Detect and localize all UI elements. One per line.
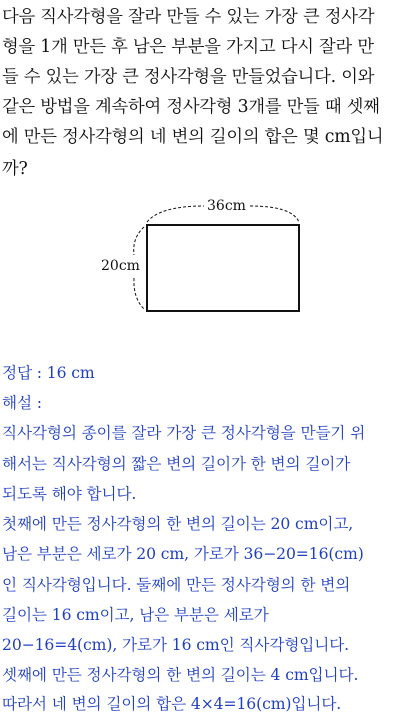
explanation-line: 남은 부분은 세로가 20 cm, 가로가 36−20=16(cm) [2, 545, 364, 563]
explanation-line: 20−16=4(cm), 가로가 16 cm인 직사각형입니다. [2, 636, 350, 654]
explanation-line: 따라서 네 변의 길이의 합은 4×4=16(cm)입니다. [2, 695, 342, 713]
height-label: 20cm [101, 258, 140, 274]
rectangle-shape [147, 225, 299, 311]
width-label: 36cm [207, 198, 246, 214]
height-brace-bottom [134, 278, 144, 309]
explanation-line: 길이는 16 cm이고, 남은 부분은 세로가 [2, 606, 269, 624]
question-line: 들 수 있는 가장 큰 정사각형을 만들었습니다. 이와 [2, 67, 375, 87]
rectangle-figure [0, 180, 400, 330]
question-line: 형을 1개 만든 후 남은 부분을 가지고 다시 잘라 만 [2, 37, 374, 57]
height-brace-top [134, 227, 144, 255]
explanation-heading: 해설 : [2, 394, 42, 412]
explanation-line: 셋째에 만든 정사각형의 한 변의 길이는 4 cm입니다. [2, 666, 359, 684]
explanation-line: 되도록 해야 합니다. [2, 485, 137, 503]
rectangle-diagram [0, 180, 400, 330]
question-line: 까? [2, 159, 28, 179]
question-line: 다음 직사각형을 잘라 만들 수 있는 가장 큰 정사각 [2, 7, 375, 27]
answer-line: 정답 : 16 cm [2, 364, 95, 382]
explanation-line: 직사각형의 종이를 잘라 가장 큰 정사각형을 만들기 위 [2, 424, 366, 442]
question-line: 에 만든 정사각형의 네 변의 길이의 합은 몇 cm입니 [2, 127, 384, 147]
question-line: 같은 방법을 계속하여 정사각형 3개를 만들 때 셋째 [2, 97, 380, 117]
explanation-line: 해서는 직사각형의 짧은 변의 길이가 한 변의 길이가 [2, 455, 351, 473]
width-brace-left [147, 206, 204, 222]
explanation-line: 인 직사각형입니다. 둘째에 만든 정사각형의 한 변의 [2, 576, 351, 594]
width-brace-right [250, 206, 299, 222]
explanation-line: 첫째에 만든 정사각형의 한 변의 길이는 20 cm이고, [2, 515, 354, 533]
